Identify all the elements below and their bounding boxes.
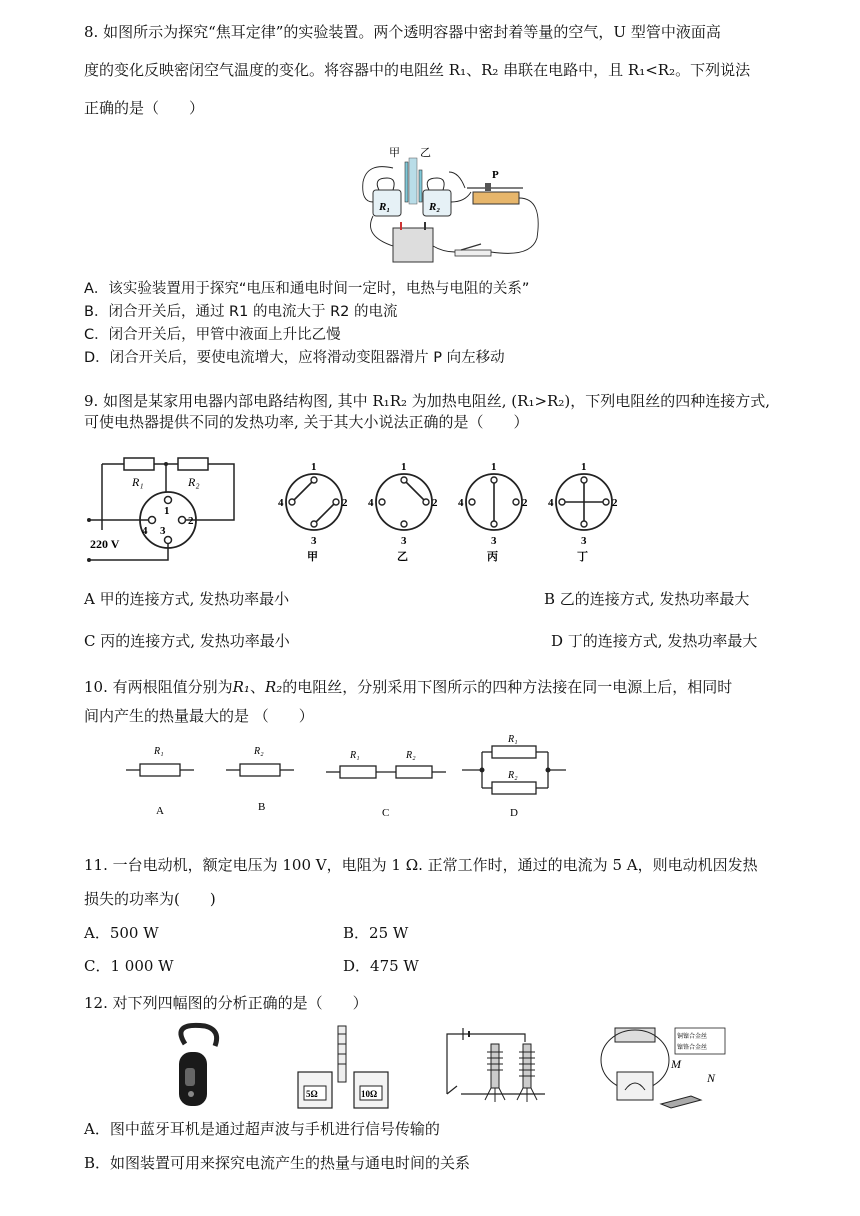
q10-arrangement-a [126,746,194,817]
q8-stem-line2: 度的变化反映密闭空气温度的变化。将容器中的电阻丝 R₁、R₂ 串联在电路中，且 R₁<R₂。下列说法 [84,61,751,79]
q12-bluetooth-headset-image [179,1025,217,1106]
svg-text:R₁: R₁ [508,734,518,745]
svg-text:M: M [671,1057,681,1071]
svg-text:3: 3 [491,535,497,547]
q12-resistance-wire-apparatus-image [601,1028,725,1108]
q11-stem-line2: 损失的功率为( ) [84,890,216,908]
svg-text:2: 2 [432,497,438,509]
svg-text:1: 1 [581,461,587,473]
q9-label-yi: 乙 [397,551,408,563]
svg-text:A: A [156,805,164,817]
svg-text:3: 3 [160,525,166,537]
svg-text:C: C [382,807,390,819]
svg-text:3: 3 [401,535,407,547]
q8-option-b[interactable]: B．闭合开关后，通过 R1 的电流大于 R2 的电流 [84,304,398,320]
q10-stem-line2: 间内产生的热量最大的是 （ ） [84,707,314,725]
q12-heat-apparatus-image [298,1026,388,1108]
q12-option-b[interactable]: B．如图装置可用来探究电流产生的热量与通电时间的关系 [84,1154,471,1172]
svg-text:3: 3 [311,535,317,547]
q8-option-c[interactable]: C．闭合开关后，甲管中液面上升比乙慢 [84,327,341,343]
q11-stem-line1: 11. 一台电动机，额定电压为 100 V，电阻为 1 Ω. 正常工作时，通过的电流为 5 A，则电动机因发热 [84,856,758,874]
svg-text:1: 1 [164,505,170,517]
svg-text:10Ω: 10Ω [361,1089,378,1099]
svg-text:R₂: R₂ [254,746,264,757]
svg-text:5Ω: 5Ω [306,1089,318,1099]
q9-label-bing: 丙 [487,551,498,563]
q8-fig-label-jia: 甲 [389,147,400,159]
q8-fig-label-r1: R₁ [379,201,391,213]
q12-option-a[interactable]: A．图中蓝牙耳机是通过超声波与手机进行信号传输的 [84,1120,440,1138]
q9-option-b[interactable]: B 乙的连接方式, 发热功率最大 [544,590,750,608]
svg-text:2: 2 [342,497,348,509]
q8-fig-label-r2: R₂ [429,201,441,213]
svg-text:2: 2 [612,497,618,509]
svg-text:2: 2 [522,497,528,509]
q9-circuit-and-connections-figure [84,448,644,568]
svg-text:N: N [707,1071,716,1085]
svg-text:R₁: R₁ [350,750,360,761]
q8-fig-label-yi: 乙 [420,147,431,159]
q9-connection-bing [458,461,528,563]
q10-stem-line1: 10. 有两根阻值分别为R₁、R₂的电阻丝，分别采用下图所示的四种方法接在同一电源上后，相同时 [84,678,733,696]
q8-stem-line1: 8. 如图所示为探究“焦耳定律”的实验装置。两个透明容器中密封着等量的空气，U 型管中液面高 [84,23,721,41]
svg-text:1: 1 [311,461,317,473]
q9-option-a[interactable]: A 甲的连接方式, 发热功率最小 [84,590,290,608]
svg-text:4: 4 [368,497,374,509]
svg-text:3: 3 [581,535,587,547]
svg-text:铜镍合金丝: 铜镍合金丝 [677,1034,708,1040]
svg-text:4: 4 [278,497,284,509]
svg-text:B: B [258,801,266,813]
svg-text:R₂: R₂ [406,750,416,761]
q12-stem: 12. 对下列四幅图的分析正确的是（ ） [84,994,368,1012]
q9-connection-yi [368,461,438,563]
q12-four-figures [165,1024,725,1114]
svg-text:4: 4 [548,497,554,509]
q10-resistor-arrangements-figure [124,734,584,824]
svg-text:4: 4 [458,497,464,509]
svg-text:4: 4 [142,525,148,537]
q9-option-d[interactable]: D 丁的连接方式, 发热功率最大 [551,632,758,650]
q10-arrangement-d [462,734,566,819]
q9-connection-jia [278,461,348,563]
q8-fig-label-p: P [492,169,499,181]
svg-text:1: 1 [491,461,497,473]
q9-label-ding: 丁 [577,551,588,563]
q12-electromagnet-image [447,1028,545,1102]
q10-arrangement-c [326,750,446,819]
q9-fig-label-r2: R₂ [188,475,200,489]
q8-option-d[interactable]: D．闭合开关后，要使电流增大，应将滑动变阻器滑片 P 向左移动 [84,350,505,366]
q9-fig-label-voltage: 220 V [90,537,120,551]
q11-option-c[interactable]: C．1 000 W [84,957,174,975]
q9-stem-line2: 可使电热器提供不同的发热功率, 关于其大小说法正确的是（ ） [84,413,529,431]
q9-connection-ding [548,461,618,563]
q11-option-b[interactable]: B．25 W [343,924,409,942]
svg-text:D: D [510,807,518,819]
svg-text:1: 1 [401,461,407,473]
svg-text:R₁: R₁ [154,746,164,757]
svg-text:镍铬合金丝: 镍铬合金丝 [677,1045,708,1051]
q10-arrangement-b [226,746,294,813]
q11-option-a[interactable]: A．500 W [84,924,159,942]
svg-text:2: 2 [188,515,194,527]
svg-text:R₂: R₂ [508,770,518,781]
q9-option-c[interactable]: C 丙的连接方式, 发热功率最小 [84,632,290,650]
q9-label-jia: 甲 [307,551,318,563]
q9-fig-label-r1: R₁ [132,475,144,489]
q8-joule-apparatus-figure [355,147,555,270]
q8-option-a[interactable]: A．该实验装置用于探究“电压和通电时间一定时，电热与电阻的关系” [84,281,530,297]
q9-stem-line1: 9. 如图是某家用电器内部电路结构图, 其中 R₁R₂ 为加热电阻丝, (R₁>R₂)，下列电阻丝的四种连接方式, [84,392,770,410]
q11-option-d[interactable]: D．475 W [343,957,419,975]
q8-stem-line3: 正确的是（ ） [84,99,205,117]
